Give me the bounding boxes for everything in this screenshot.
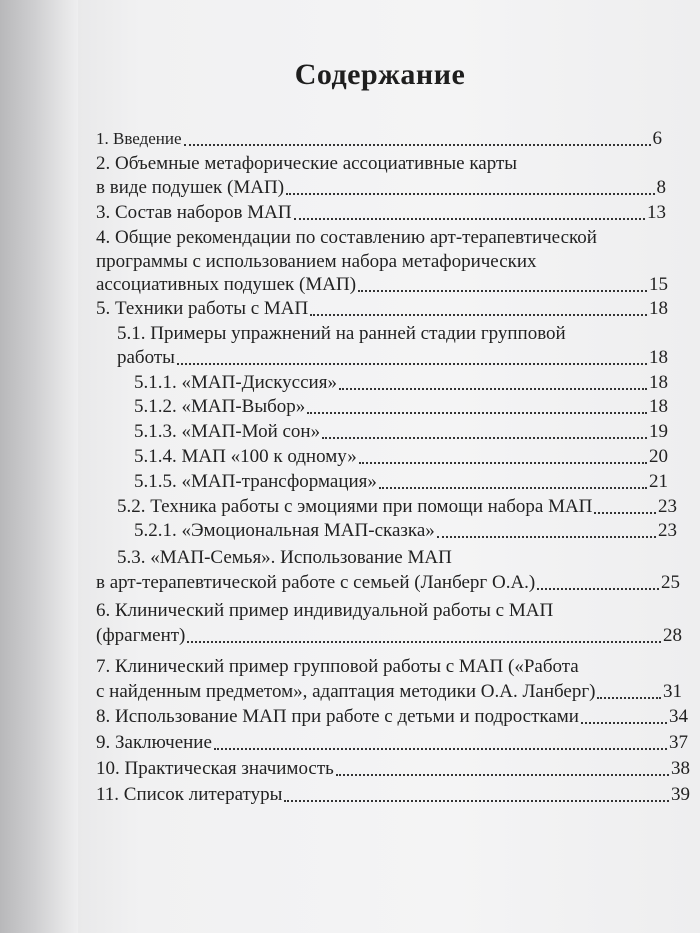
toc-entry-text: 5. Техники работы с МАП (96, 298, 309, 319)
dot-leader (294, 218, 645, 220)
toc-entry-conclusion[interactable] (96, 731, 688, 755)
toc-entry-text: в виде подушек (МАП) (96, 177, 285, 198)
toc-page-number: 13 (647, 202, 666, 223)
toc-page-number: 6 (652, 128, 662, 149)
toc-entry-text: 5.1.4. МАП «100 к одному» (134, 446, 357, 467)
toc-entry-text: 5.1.1. «МАП-Дискуссия» (134, 372, 337, 393)
toc-entry-text: 11. Список литературы (96, 784, 283, 805)
toc-entry-text: 8. Использование МАП при работе с детьми и подростками (96, 706, 579, 727)
toc-entry-line[interactable]: 5.3. «МАП-Семья». Использование МАП (117, 547, 452, 568)
toc-page-number: 37 (669, 732, 688, 753)
toc-entry-text: работы (117, 347, 175, 368)
toc-entry-line[interactable]: программы с использованием набора метафорических (96, 251, 537, 272)
toc-entry-emotional-tale[interactable] (134, 519, 677, 543)
toc-page-number: 15 (649, 274, 668, 295)
page-title: Содержание (294, 58, 466, 91)
dot-leader (359, 462, 647, 464)
toc-entry-line[interactable]: 4. Общие рекомендации по составлению арт-терапевтической (96, 227, 597, 248)
toc-entry-volumetric-cards[interactable] (96, 176, 666, 200)
toc-entry-text: в арт-терапевтической работе с семьей (Ланберг О.А.) (96, 572, 536, 593)
toc-entry-text: 1. Введение (96, 129, 182, 148)
toc-entry-emotions[interactable] (117, 495, 677, 519)
toc-entry-text: 9. Заключение (96, 732, 212, 753)
toc-page-number: 28 (663, 625, 682, 646)
toc-entry-children[interactable] (96, 705, 688, 729)
toc-entry-text: 5.1.2. «МАП-Выбор» (134, 396, 306, 417)
toc-entry-text: 5.2. Техника работы с эмоциями при помощи набора МАП (117, 496, 593, 517)
toc-page-number: 38 (671, 758, 690, 779)
toc-entry-text: с найденным предметом», адаптация методики О.А. Ланберг) (96, 681, 596, 702)
toc-entry-family[interactable] (96, 571, 680, 595)
dot-leader (214, 748, 667, 750)
toc-page-number: 23 (658, 496, 677, 517)
dot-leader (594, 512, 656, 514)
toc-page-number: 19 (649, 421, 668, 442)
toc-entry-100-to-one[interactable] (134, 445, 668, 469)
dot-leader (581, 722, 667, 724)
toc-page-number: 18 (649, 347, 668, 368)
toc-entry-text: 5.1.3. «МАП-Мой сон» (134, 421, 321, 442)
dot-leader (537, 588, 659, 590)
toc-entry-transformation[interactable] (134, 470, 668, 494)
toc-page-number: 39 (671, 784, 690, 805)
toc-entry-text: (фрагмент) (96, 625, 186, 646)
toc-page-number: 31 (663, 681, 682, 702)
toc-entry-discussion[interactable] (134, 371, 668, 395)
dot-leader (307, 412, 647, 414)
dot-leader (286, 193, 654, 195)
toc-entry-line[interactable]: 6. Клинический пример индивидуальной работы с МАП (96, 600, 554, 621)
dot-leader (437, 536, 656, 538)
toc-entry-choice[interactable] (134, 395, 668, 419)
toc-page-number: 18 (649, 298, 668, 319)
toc-entry-line[interactable]: 7. Клинический пример групповой работы с МАП («Работа (96, 656, 579, 677)
toc-page-number: 18 (649, 372, 668, 393)
dot-leader (358, 290, 647, 292)
toc-page-number: 8 (656, 177, 666, 198)
toc-entry-my-dream[interactable] (134, 420, 668, 444)
toc-entry-early-stage[interactable] (117, 346, 668, 370)
dot-leader (310, 314, 647, 316)
dot-leader (336, 774, 669, 776)
toc-entry-techniques[interactable] (96, 297, 668, 321)
toc-entry-introduction[interactable] (96, 127, 662, 151)
dot-leader (339, 388, 647, 390)
toc-entry-recommendations[interactable] (96, 273, 668, 297)
dot-leader (597, 697, 661, 699)
toc-entry-text: 5.1.5. «МАП-трансформация» (134, 471, 377, 492)
toc-entry-group-case[interactable] (96, 680, 682, 704)
toc-page-number: 34 (669, 706, 688, 727)
toc-page-number: 18 (649, 396, 668, 417)
toc-entry-references[interactable] (96, 783, 690, 807)
toc-page-number: 21 (649, 471, 668, 492)
dot-leader (184, 144, 651, 146)
toc-page-number: 23 (658, 520, 677, 541)
dot-leader (284, 800, 669, 802)
toc-entry-line[interactable]: 2. Объемные метафорические ассоциативные карты (96, 153, 518, 174)
toc-page-number: 20 (649, 446, 668, 467)
toc-entry-text: 3. Состав наборов МАП (96, 202, 292, 223)
dot-leader (379, 487, 647, 489)
dot-leader (177, 363, 647, 365)
toc-entry-text: 5.2.1. «Эмоциональная МАП-сказка» (134, 520, 435, 541)
toc-page-number: 25 (661, 572, 680, 593)
toc-entry-text: ассоциативных подушек (МАП) (96, 274, 357, 295)
toc-entry-text: 10. Практическая значимость (96, 758, 334, 779)
toc-entry-line[interactable]: 5.1. Примеры упражнений на ранней стадии групповой (117, 323, 566, 344)
toc-entry-individual-case[interactable] (96, 624, 682, 648)
dot-leader (322, 437, 647, 439)
toc-entry-sets[interactable] (96, 201, 666, 225)
dot-leader (187, 641, 661, 643)
toc-entry-significance[interactable] (96, 757, 690, 781)
